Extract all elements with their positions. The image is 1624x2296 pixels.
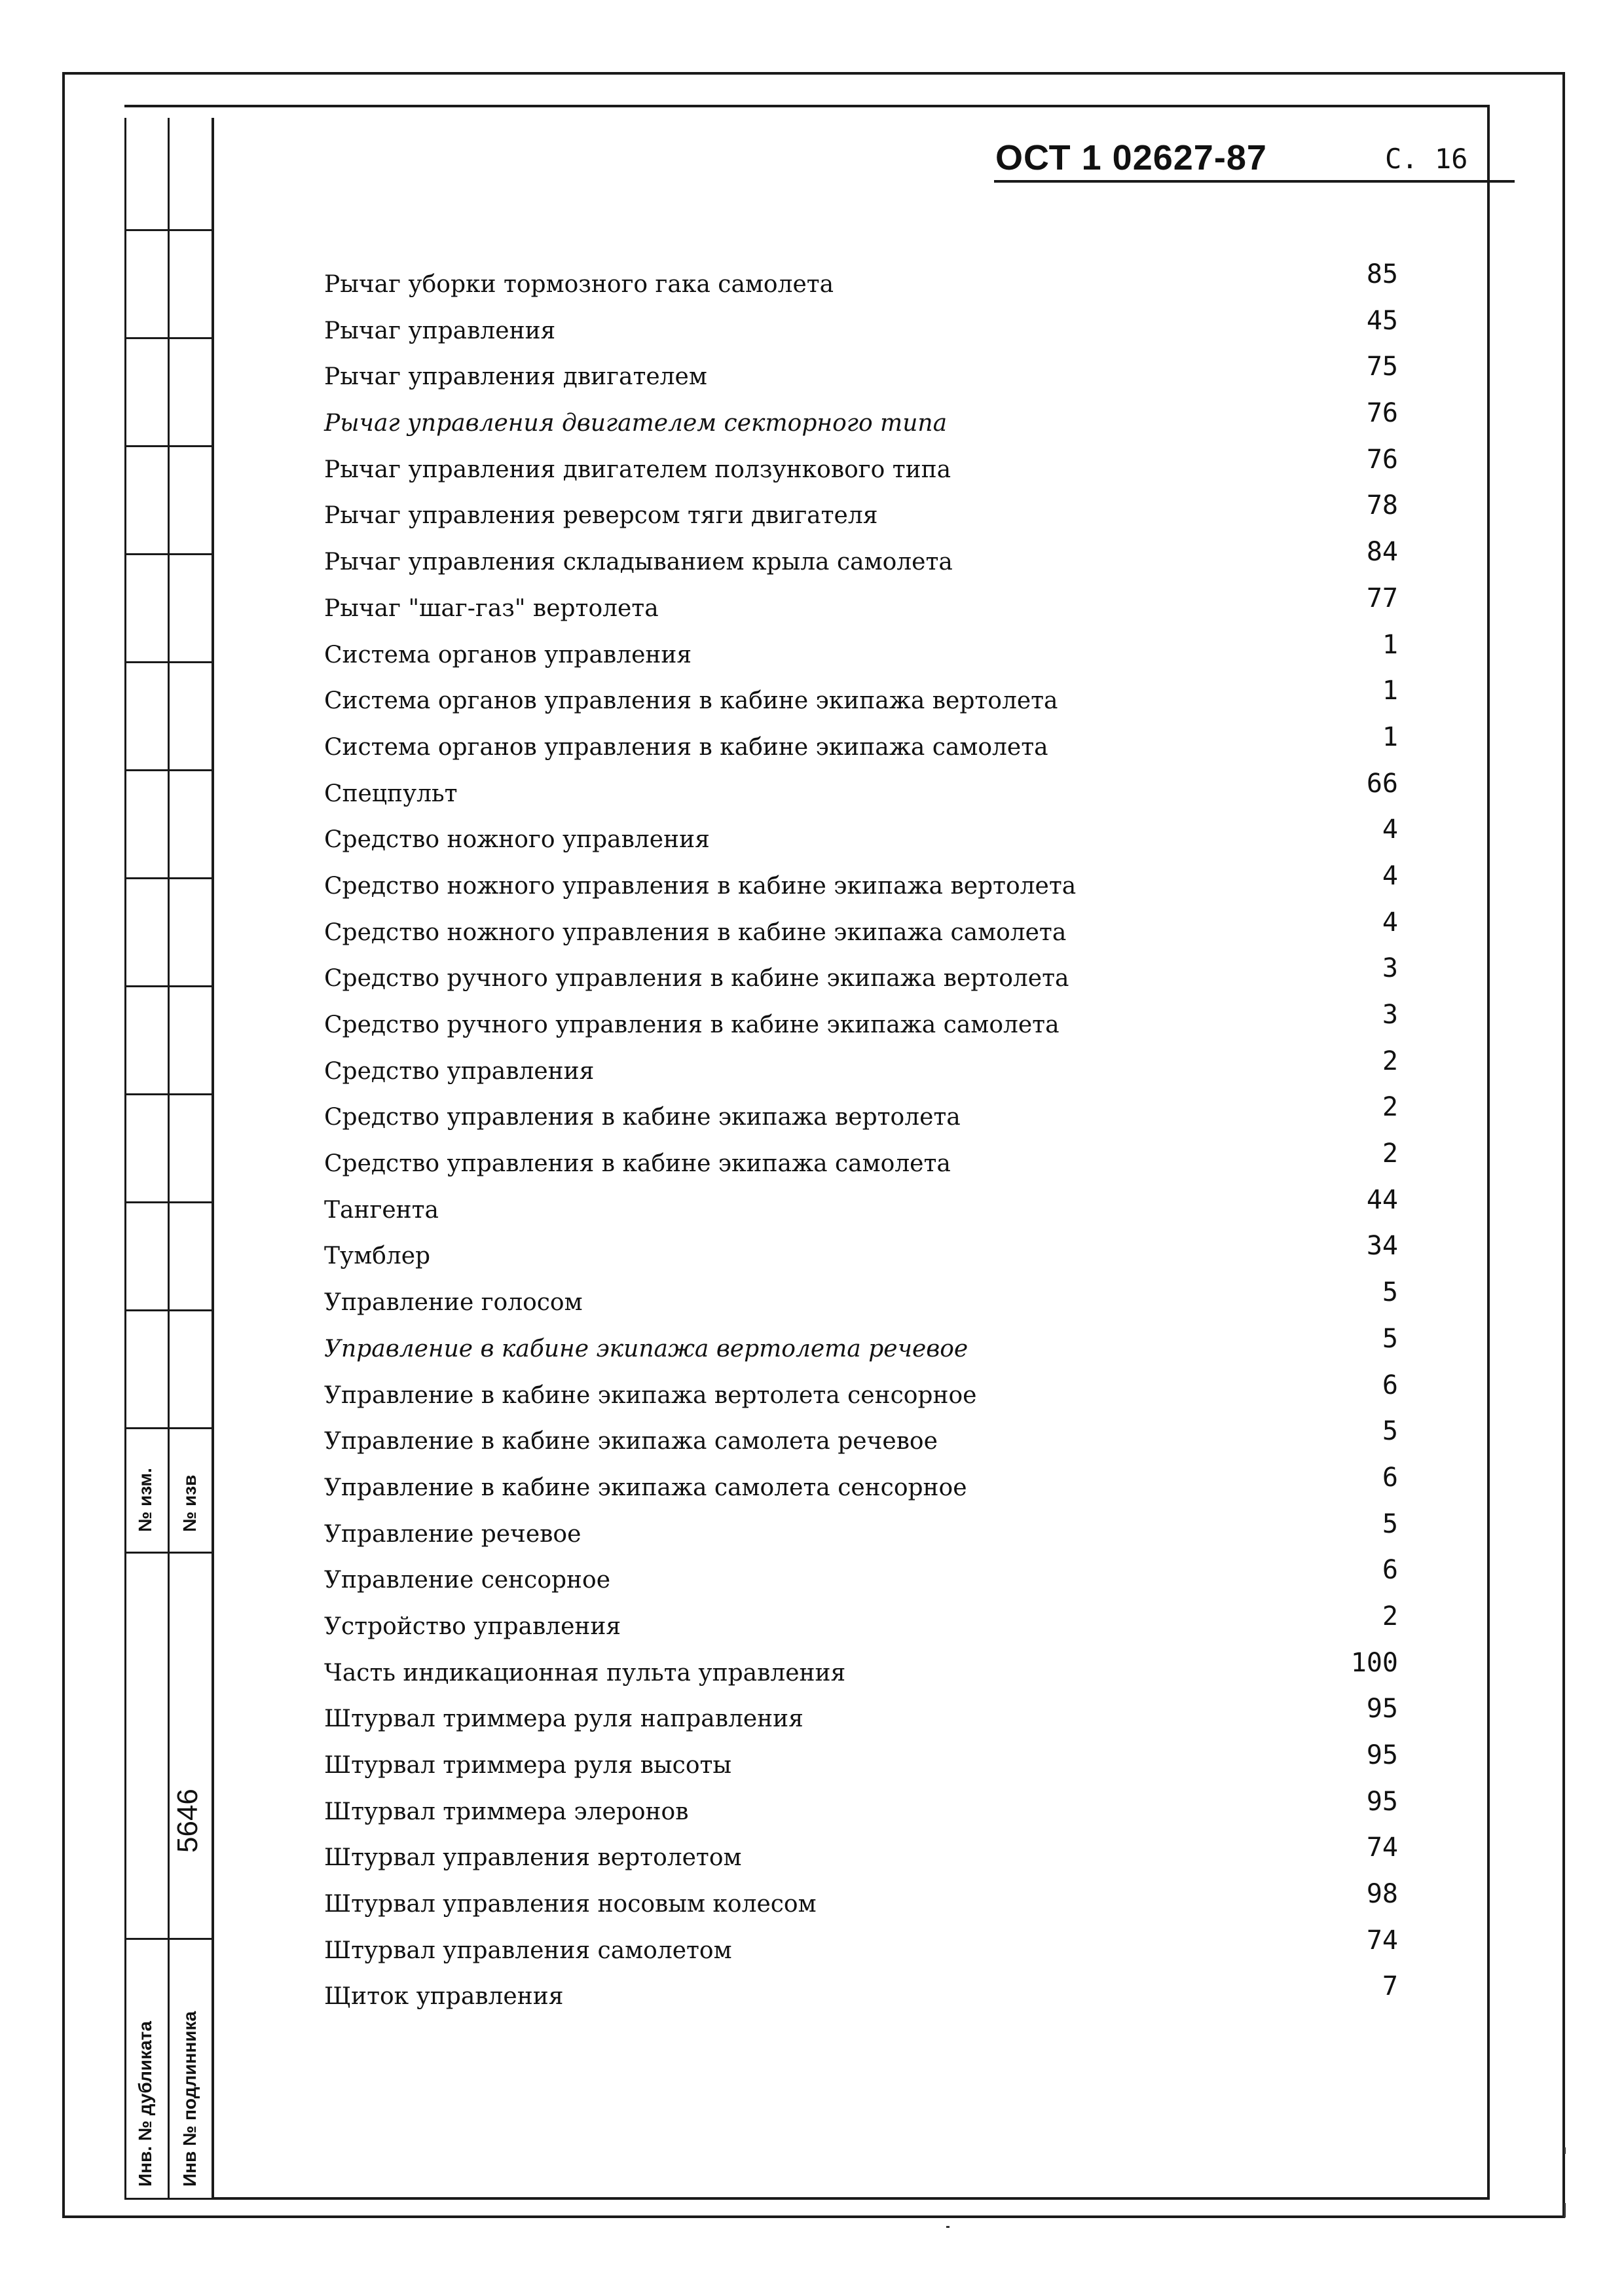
index-entry xyxy=(324,1092,1398,1148)
side-cell-line xyxy=(124,2198,212,2200)
main-field-left-border xyxy=(212,118,214,2200)
index-entry-term: Рычаг уборки тормозного гака самолета xyxy=(324,271,834,298)
index-entry xyxy=(324,537,1398,592)
index-entry-page: 6 xyxy=(1382,1370,1398,1400)
index-entry xyxy=(324,1231,1398,1286)
index-entry-page: 76 xyxy=(1366,398,1398,429)
side-cell-line xyxy=(124,1938,212,1940)
index-entry-term: Средство управления в кабине экипажа вертолета xyxy=(324,1104,961,1131)
index-entry-term: Рычаг управления двигателем ползункового типа xyxy=(324,456,951,483)
index-entry-term: Устройство управления xyxy=(324,1613,621,1640)
index-entry-page: 74 xyxy=(1366,1832,1398,1863)
index-entry-page: 95 xyxy=(1366,1740,1398,1770)
index-entry xyxy=(324,721,1398,778)
index-entry-term: Часть индикационная пульта управления xyxy=(324,1659,846,1686)
main-field-bottom-border xyxy=(212,2197,1490,2200)
index-entry xyxy=(324,1601,1398,1657)
index-entry-term: Штурвал управления носовым колесом xyxy=(324,1891,817,1918)
side-cell-line xyxy=(124,229,212,231)
inventory-number: 5646 xyxy=(172,1789,204,1853)
notice-number-label: № изв xyxy=(179,1474,200,1532)
index-entry xyxy=(324,1416,1398,1472)
side-cell-line xyxy=(124,769,212,771)
scan-mark xyxy=(1564,2147,1566,2154)
page-number: С. 16 xyxy=(1385,143,1468,175)
index-entry-term: Спецпульт xyxy=(324,780,458,807)
index-entry xyxy=(324,1184,1398,1241)
index-entry-term: Система органов управления xyxy=(324,641,692,668)
index-entry-page: 76 xyxy=(1366,444,1398,475)
index-entry xyxy=(324,676,1398,731)
change-number-label: № изм. xyxy=(135,1468,155,1532)
index-entry xyxy=(324,814,1398,870)
side-cell-line xyxy=(124,877,212,879)
index-entry-page: 5 xyxy=(1382,1508,1398,1539)
index-entry xyxy=(324,1046,1398,1102)
index-entry-term: Средство ручного управления в кабине экипажа самолета xyxy=(324,1011,1060,1038)
index-entry-page: 95 xyxy=(1366,1694,1398,1724)
side-cell-line xyxy=(124,553,212,555)
index-entry-page: 84 xyxy=(1366,537,1398,568)
index-entry-term: Средство ножного управления в кабине экипажа вертолета xyxy=(324,872,1077,900)
index-entry-term: Управление в кабине экипажа самолета речевое xyxy=(324,1428,938,1455)
index-entry-term: Управление в кабине экипажа вертолета сенсорное xyxy=(324,1381,977,1409)
index-entry-page: 74 xyxy=(1366,1925,1398,1956)
side-cell-line xyxy=(124,337,212,339)
index-entry xyxy=(324,860,1398,917)
index-entry-page: 6 xyxy=(1382,1462,1398,1493)
side-column-divider-line xyxy=(168,118,170,2200)
index-entry-page: 2 xyxy=(1382,1601,1398,1631)
index-entry-page: 5 xyxy=(1382,1416,1398,1447)
index-entry xyxy=(324,953,1398,1009)
index-entry-page: 1 xyxy=(1382,629,1398,660)
index-entry-term: Управление в кабине экипажа самолета сенсорное xyxy=(324,1474,967,1501)
index-entry xyxy=(324,444,1398,500)
index-entry xyxy=(324,1462,1398,1518)
index-entry-page: 7 xyxy=(1382,1971,1398,2002)
index-entry xyxy=(324,1370,1398,1426)
index-entry-page: 45 xyxy=(1366,305,1398,336)
side-column-outer-line xyxy=(124,118,126,2200)
index-entry xyxy=(324,1832,1398,1888)
index-entry xyxy=(324,768,1398,824)
side-cell-line xyxy=(124,445,212,447)
index-entry xyxy=(324,1786,1398,1842)
index-entry-term: Щиток управления xyxy=(324,1983,564,2011)
index-entry-page: 4 xyxy=(1382,814,1398,845)
index-entry xyxy=(324,490,1398,546)
index-entry-page: 1 xyxy=(1382,721,1398,752)
index-entry-page: 2 xyxy=(1382,1092,1398,1123)
index-entry xyxy=(324,352,1398,407)
index-entry xyxy=(324,907,1398,963)
index-entry-term: Средство управления в кабине экипажа самолета xyxy=(324,1150,951,1178)
index-entry-term: Средство ножного управления в кабине экипажа самолета xyxy=(324,919,1067,946)
index-entry-page: 34 xyxy=(1366,1231,1398,1262)
index-entry-term: Рычаг "шаг-газ" вертолета xyxy=(324,594,659,622)
index-entry-page: 1 xyxy=(1382,676,1398,706)
index-entry xyxy=(324,1000,1398,1055)
index-entry xyxy=(324,1139,1398,1194)
index-entry-term: Управление в кабине экипажа вертолета речевое xyxy=(324,1335,969,1362)
index-entry-term: Управление речевое xyxy=(324,1520,581,1548)
index-entry-term: Рычаг управления двигателем секторного типа xyxy=(324,410,948,437)
index-entry-term: Система органов управления в кабине экипажа самолета xyxy=(324,733,1048,761)
index-entries-list xyxy=(324,259,1398,2027)
scan-speck xyxy=(946,2226,950,2228)
side-cell-line xyxy=(124,1427,212,1429)
index-entry-term: Штурвал управления самолетом xyxy=(324,1937,732,1964)
index-entry-term: Средство ножного управления xyxy=(324,826,710,854)
index-entry-page: 4 xyxy=(1382,860,1398,891)
side-stamp-column xyxy=(124,118,212,2200)
index-entry-term: Тангента xyxy=(324,1196,439,1224)
side-cell-line xyxy=(124,1201,212,1203)
index-entry-page: 95 xyxy=(1366,1786,1398,1817)
index-entry-page: 2 xyxy=(1382,1139,1398,1169)
original-inventory-label: Инв № подлинника xyxy=(179,2011,200,2187)
side-cell-line xyxy=(124,1552,212,1554)
index-entry-term: Рычаг управления двигателем xyxy=(324,363,707,391)
index-entry xyxy=(324,1647,1398,1704)
index-entry-term: Штурвал управления вертолетом xyxy=(324,1844,742,1872)
side-cell-line xyxy=(124,1309,212,1311)
index-entry-page: 3 xyxy=(1382,953,1398,984)
index-entry-term: Рычаг управления реверсом тяги двигателя xyxy=(324,502,878,530)
index-entry-page: 3 xyxy=(1382,1000,1398,1030)
index-entry-term: Штурвал триммера руля направления xyxy=(324,1705,803,1733)
index-entry-page: 77 xyxy=(1366,583,1398,613)
index-entry xyxy=(324,629,1398,685)
index-entry xyxy=(324,305,1398,361)
index-entry-page: 75 xyxy=(1366,352,1398,382)
index-entry-term: Система органов управления в кабине экипажа вертолета xyxy=(324,687,1058,715)
index-entry-page: 78 xyxy=(1366,490,1398,521)
scan-mark xyxy=(1564,2203,1566,2217)
index-entry xyxy=(324,259,1398,315)
side-cell-line xyxy=(124,985,212,987)
index-entry-term: Средство ручного управления в кабине экипажа вертолета xyxy=(324,965,1069,993)
index-entry-page: 66 xyxy=(1366,768,1398,799)
index-entry xyxy=(324,1740,1398,1796)
index-entry xyxy=(324,398,1398,454)
index-entry xyxy=(324,1971,1398,2027)
index-entry-page: 5 xyxy=(1382,1277,1398,1308)
side-cell-line xyxy=(124,1093,212,1095)
index-entry xyxy=(324,1694,1398,1749)
index-entry-page: 44 xyxy=(1366,1184,1398,1215)
index-entry-page: 2 xyxy=(1382,1046,1398,1076)
duplicate-inventory-label: Инв. № дубликата xyxy=(135,2021,155,2187)
index-entry xyxy=(324,1925,1398,1981)
index-entry-page: 100 xyxy=(1350,1647,1398,1678)
index-entry xyxy=(324,1555,1398,1611)
index-entry-page: 5 xyxy=(1382,1323,1398,1354)
index-entry xyxy=(324,583,1398,639)
index-entry-page: 85 xyxy=(1366,259,1398,289)
index-entry-page: 98 xyxy=(1366,1879,1398,1910)
index-entry xyxy=(324,1323,1398,1379)
index-entry-term: Штурвал триммера руля высоты xyxy=(324,1752,732,1779)
document-code: ОСТ 1 02627-87 xyxy=(995,138,1267,177)
index-entry-page: 6 xyxy=(1382,1555,1398,1586)
index-entry-term: Рычаг управления xyxy=(324,317,556,344)
side-cell-line xyxy=(124,661,212,663)
index-entry-page: 4 xyxy=(1382,907,1398,938)
index-entry xyxy=(324,1508,1398,1565)
index-entry-term: Средство управления xyxy=(324,1057,595,1085)
index-entry xyxy=(324,1277,1398,1333)
index-entry-term: Штурвал триммера элеронов xyxy=(324,1798,689,1825)
index-entry-term: Управление сенсорное xyxy=(324,1567,611,1594)
header-underline xyxy=(994,180,1515,183)
index-entry-term: Управление голосом xyxy=(324,1289,583,1317)
index-entry-term: Рычаг управления складыванием крыла самолета xyxy=(324,549,953,576)
index-entry-term: Тумблер xyxy=(324,1243,431,1270)
index-entry xyxy=(324,1879,1398,1935)
